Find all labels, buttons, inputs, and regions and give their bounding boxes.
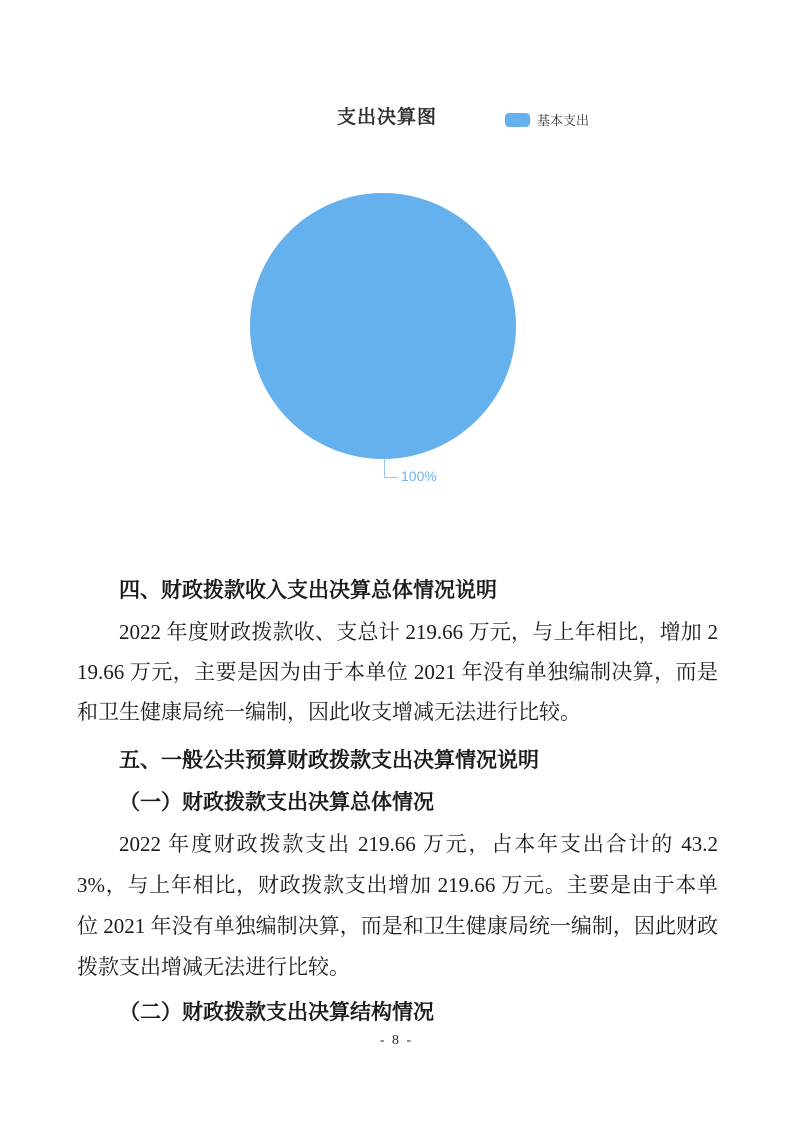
pie-slice-percentage-label: 100% — [401, 468, 437, 484]
section-heading-4: 四、财政拨款收入支出决算总体情况说明 — [119, 578, 497, 602]
section-5-paragraph: 2022 年度财政拨款支出 219.66 万元，占本年支出合计的 43.23%，与上年相比，财政拨款支出增加 219.66 万元。主要是由于本单位 2021 年没有单独编制决算，而是和卫生健康局统一编制，因此财政拨款支出增减无法进行比较。 — [77, 832, 718, 979]
page-number: - 8 - — [379, 1033, 414, 1048]
section-5-subheading-2: （二）财政拨款支出决算结构情况 — [119, 1000, 434, 1024]
section-4-paragraph: 2022 年度财政拨款收、支总计 219.66 万元，与上年相比，增加 219.66 万元，主要是因为由于本单位 2021 年没有单独编制决算，而是和卫生健康局统一编制，因此收支增减无法进行比较。 — [77, 620, 718, 724]
legend-label-basic-expenditure: 基本支出 — [537, 113, 590, 128]
legend-swatch-basic-expenditure — [505, 113, 530, 127]
chart-legend — [505, 110, 589, 129]
chart-title: 支出决算图 — [337, 107, 438, 128]
section-5-subheading-1: （一）财政拨款支出决算总体情况 — [119, 790, 434, 814]
pie-label-leader-line — [384, 459, 398, 478]
section-heading-5: 五、一般公共预算财政拨款支出决算情况说明 — [119, 748, 539, 772]
pie-slice-basic-expenditure — [250, 193, 516, 459]
